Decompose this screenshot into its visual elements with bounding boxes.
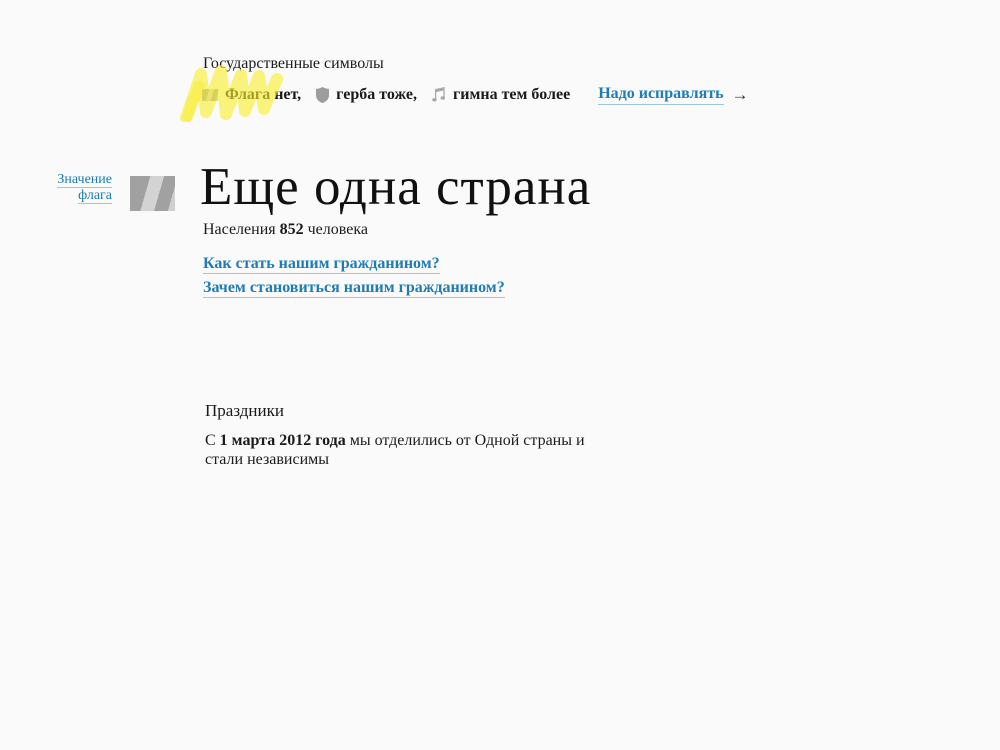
- sidebar: [30, 172, 112, 204]
- fix-link[interactable]: Надо исправлять: [598, 84, 723, 105]
- citizen-link-row: [203, 279, 505, 303]
- population-value: 852: [279, 221, 304, 238]
- holidays-section: [205, 401, 585, 469]
- music-note-icon: [432, 86, 446, 103]
- population-line: [203, 220, 368, 240]
- population-prefix: Населения: [203, 221, 276, 238]
- fix-link-group: [598, 84, 748, 105]
- citizen-links: [203, 255, 505, 303]
- holidays-rest: мы отделились от Одной страны и стали независимы: [205, 432, 585, 468]
- why-become-citizen-link[interactable]: Зачем становиться нашим гражданином?: [203, 279, 505, 296]
- flag-status-label: Флага нет,: [225, 85, 302, 103]
- citizen-link-row: [203, 255, 505, 279]
- shield-icon: [316, 87, 329, 103]
- how-become-citizen-link[interactable]: Как стать нашим гражданином?: [203, 255, 440, 272]
- country-title: Еще одна страна: [200, 158, 592, 216]
- flag-meaning-link[interactable]: Значение флага: [57, 172, 112, 203]
- holidays-date: 1 марта 2012 года: [219, 432, 346, 449]
- symbols-heading: Государственные символы: [203, 55, 384, 72]
- anthem-status-label: гимна тем более: [452, 85, 571, 103]
- mini-flag-icon: [202, 89, 218, 101]
- coat-status-label: герба тоже,: [336, 85, 417, 103]
- coat-status-group: [316, 85, 417, 105]
- holidays-heading: Праздники: [205, 401, 284, 420]
- symbols-status-line: [202, 84, 749, 105]
- arrow-right-icon: →: [731, 84, 749, 104]
- country-flag-image: [130, 176, 175, 211]
- flag-status-group: [202, 85, 301, 105]
- anthem-status-group: [432, 85, 570, 105]
- holidays-prefix: С: [205, 432, 216, 449]
- holidays-text: [205, 431, 585, 469]
- population-suffix: человека: [307, 221, 368, 238]
